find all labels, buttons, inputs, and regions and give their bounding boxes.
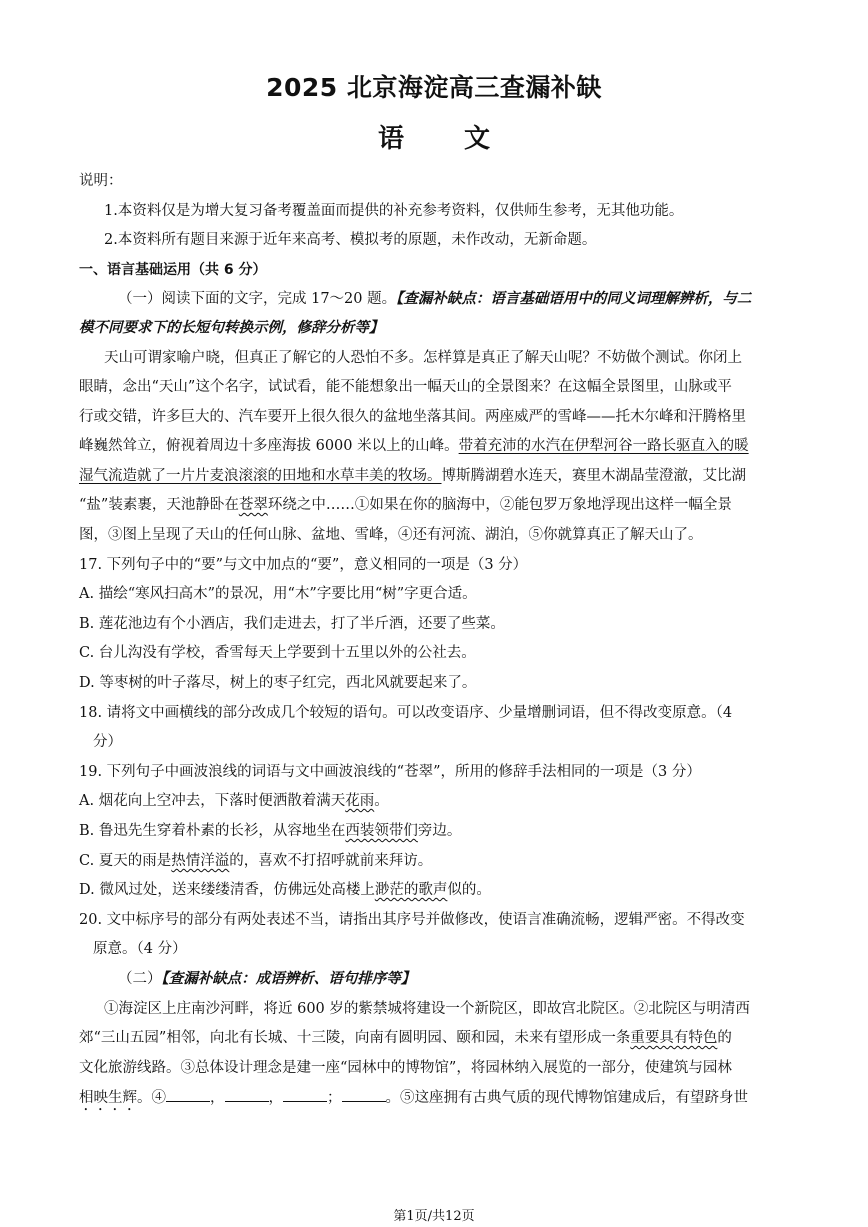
part-1-hint-cont: 模不同要求下的长短句转换示例，修辞分析等】 xyxy=(79,319,384,336)
part-2-line-2-a: 郊“三山五园”相邻，向北有长城、十三陵，向南有圆明园、颐和园，未来有望形成一条 xyxy=(79,1030,631,1046)
q19-stem: 19. 下列句子中画波浪线的词语与文中画波浪线的“苍翠”，所用的修辞手法相同的一项是（3 分） xyxy=(79,764,701,780)
fill-blank-4[interactable] xyxy=(342,1087,386,1102)
passage-line-2: 眼睛，念出“天山”这个名字，试试看，能不能想象出一幅天山的全景图来？在这幅全景图里，山脉或平 xyxy=(79,379,732,395)
q17-option-a: A. 描绘“寒风扫高木”的景况，用“木”字要比用“树”字更合适。 xyxy=(79,586,477,602)
underlined-sentence-part-1: 带着充沛的水汽在伊犁河谷一路长驱直入的暖 xyxy=(458,438,749,454)
note-1: 1.本资料仅是为增大复习备考覆盖面而提供的补充参考资料，仅供师生参考，无其他功能。 xyxy=(104,203,684,219)
part-1-intro: （一）阅读下面的文字，完成 17～20 题。 xyxy=(118,291,397,307)
wavy-word-cangcui: 苍翠 xyxy=(238,497,268,513)
q19-d-text: D. 微风过处，送来缕缕清香，仿佛远处高楼上 xyxy=(79,882,375,898)
passage-line-4-a: 峰巍然耸立，俯视着周边十多座海拔 6000 米以上的山峰。 xyxy=(79,438,459,454)
part-2-line-2-c: 的 xyxy=(717,1030,732,1046)
q19-option-a xyxy=(79,791,389,811)
passage-line-1: 天山可谓家喻户晓，但真正了解它的人恐怕不多。怎样算是真正了解天山呢？不妨做个测试。你闭上 xyxy=(104,350,742,366)
q19-d-end: 似的。 xyxy=(447,882,491,898)
fill-blank-3[interactable] xyxy=(283,1087,327,1102)
part-2-sep-2: ， xyxy=(268,1090,283,1106)
q19-option-c xyxy=(79,851,432,871)
passage-line-3: 行或交错，许多巨大的、汽车要开上很久很久的盆地坐落其间。两座威严的雪峰——托木尔峰和汗腾格里 xyxy=(79,409,746,425)
q19-c-text: C. 夏天的雨是 xyxy=(79,853,172,869)
q19-a-end: 。 xyxy=(374,793,389,809)
note-2: 2.本资料所有题目来源于近年来高考、模拟考的原题，未作改动，无新命题。 xyxy=(104,232,597,248)
q20-stem: 20. 文中标序号的部分有两处表述不当，请指出其序号并做修改，使语言准确流畅，逻辑严密。不得改变 xyxy=(79,912,745,928)
q17-option-d: D. 等枣树的叶子落尽，树上的枣子红完，西北风就要起来了。 xyxy=(79,675,477,691)
subject-title: 语文 xyxy=(377,124,550,154)
part-2-wavy-phrase: 重要具有特色 xyxy=(630,1030,718,1046)
q20-stem-cont: 原意。（4 分） xyxy=(93,941,187,957)
part-2-intro-line xyxy=(118,969,415,989)
part-2-hint: 【查漏补缺点：成语辨析、语句排序等】 xyxy=(161,970,416,987)
part-2-sep-3: ； xyxy=(327,1090,342,1106)
part-2-line-4-b: 。④ xyxy=(137,1090,166,1106)
part-2-sep-1: ， xyxy=(210,1090,225,1106)
passage-line-4 xyxy=(79,436,749,456)
q19-option-b xyxy=(79,821,461,841)
q19-c-wavy: 热情洋溢 xyxy=(171,853,230,869)
passage-line-5 xyxy=(79,466,746,486)
q19-a-text: A. 烟花向上空冲去，下落时便洒散着满天 xyxy=(79,793,346,809)
q19-c-end: 的，喜欢不打招呼就前来拜访。 xyxy=(229,853,433,869)
passage-line-7: 图，③图上呈现了天山的任何山脉、盆地、雪峰，④还有河流、湖泊，⑤你就算真正了解天山了。 xyxy=(79,527,703,543)
passage-line-6-c: 环绕之中……①如果在你的脑海中，②能包罗万象地浮现出这样一幅全景 xyxy=(267,497,732,513)
document-title: 2025 北京海淀高三查漏补缺 xyxy=(266,73,602,102)
q17-option-c: C. 台儿沟没有学校，香雪每天上学要到十五里以外的公社去。 xyxy=(79,645,476,661)
passage-line-5-b: 博斯腾湖碧水连天，赛里木湖晶莹澄澈，艾比湖 xyxy=(441,468,746,484)
part-2-line-1: ①海淀区上庄南沙河畔，将近 600 岁的紫禁城将建设一个新院区，即故宫北院区。②北院区与明清西 xyxy=(104,1001,750,1017)
q19-d-wavy: 渺茫的歌声 xyxy=(374,882,448,898)
part-2-dotted-idiom: 相映生辉 xyxy=(79,1090,137,1106)
q19-a-wavy: 花雨 xyxy=(345,793,375,809)
passage-line-6 xyxy=(79,495,732,515)
fill-blank-1[interactable] xyxy=(166,1087,210,1102)
underlined-sentence-part-2: 湿气流造就了一片片麦浪滚滚的田地和水草丰美的牧场。 xyxy=(79,468,442,484)
part-1-intro-line xyxy=(118,289,751,309)
part-2-line-2 xyxy=(79,1028,732,1048)
section-1-heading: 一、语言基础运用（共 6 分） xyxy=(79,262,267,278)
q17-option-b: B. 莲花池边有个小酒店，我们走进去，打了半斤酒，还要了些菜。 xyxy=(79,616,505,632)
part-1-hint: 【查漏补缺点：语言基础语用中的同义词理解辨析，与二 xyxy=(396,290,752,307)
part-2-line-4 xyxy=(79,1087,748,1114)
q19-b-text: B. 鲁迅先生穿着朴素的长衫，从容地坐在 xyxy=(79,823,346,839)
q19-b-wavy: 西装领带们 xyxy=(345,823,418,839)
fill-blank-2[interactable] xyxy=(225,1087,269,1102)
q19-b-end: 旁边。 xyxy=(417,823,462,839)
q18-stem-cont: 分） xyxy=(93,734,122,750)
part-2-line-4-c: 。⑤这座拥有古典气质的现代博物馆建成后，有望跻身世 xyxy=(385,1090,748,1106)
q18-stem: 18. 请将文中画横线的部分改成几个较短的语句。可以改变语序、少量增删词语，但不得改变原意。（4 xyxy=(79,705,733,721)
part-2-intro: （二） xyxy=(118,971,162,987)
q17-stem: 17. 下列句子中的“要”与文中加点的“要”，意义相同的一项是（3 分） xyxy=(79,557,528,573)
q19-option-d xyxy=(79,880,491,900)
page-number: 第1页/共12页 xyxy=(393,1209,475,1224)
notes-heading: 说明： xyxy=(79,173,123,189)
passage-line-6-a: “盐”装素裹，天池静卧在 xyxy=(79,497,239,513)
part-2-line-3: 文化旅游线路。③总体设计理念是建一座“园林中的博物馆”，将园林纳入展览的一部分，使建筑与园林 xyxy=(79,1060,732,1076)
